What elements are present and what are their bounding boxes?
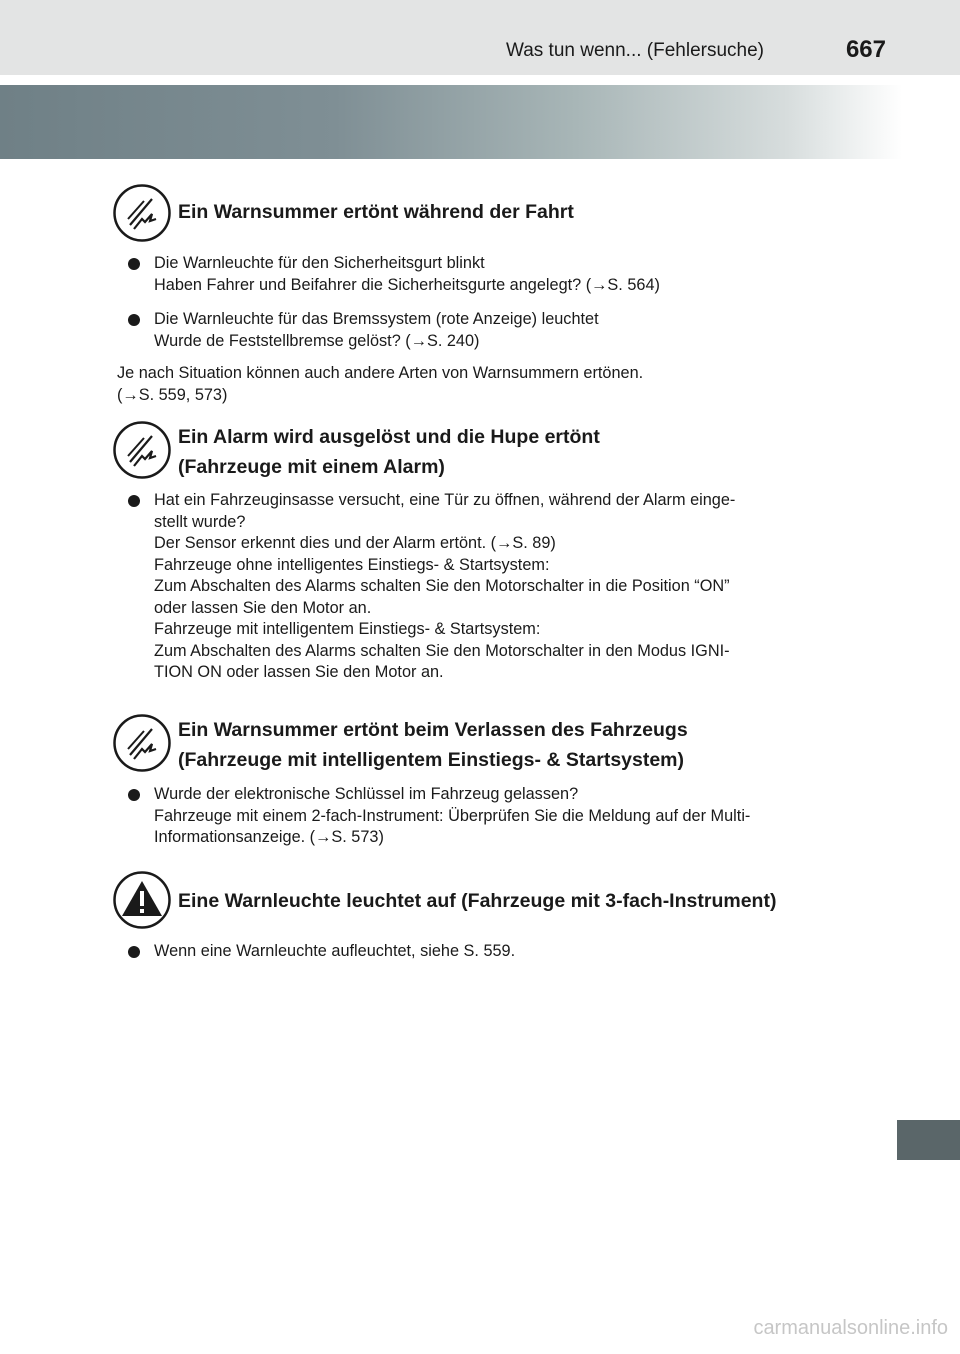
text-line: Wurde de Feststellbremse gelöst? (→S. 240)	[154, 331, 480, 350]
text-line: TION ON oder lassen Sie den Motor an.	[154, 663, 444, 681]
header-section-title: Was tun wenn... (Fehlersuche)	[505, 40, 764, 61]
heading-line: Ein Warnsummer ertönt beim Verlassen des Fahrzeugs	[178, 719, 688, 741]
text-line: Informationsanzeige. (→S. 573)	[154, 828, 384, 846]
text-line: oder lassen Sie den Motor an.	[154, 598, 372, 617]
text-line: Der Sensor erkennt dies und der Alarm ertönt. (→S. 89)	[154, 534, 556, 552]
text-line: (→S. 559, 573)	[117, 385, 228, 404]
note-text	[117, 363, 857, 406]
heading-line: Ein Alarm wird ausgelöst und die Hupe ertönt	[178, 426, 600, 448]
text-line: Fahrzeuge mit einem 2-fach-Instrument: Überprüfen Sie die Meldung auf der Multi-	[154, 806, 751, 825]
text-line: Zum Abschalten des Alarms schalten Sie den Motorschalter in die Position “ON”	[154, 577, 730, 595]
heading-line: (Fahrzeuge mit einem Alarm)	[178, 456, 445, 478]
text-line: Fahrzeuge ohne intelligentes Einstiegs- & Startsystem:	[154, 555, 550, 574]
text-line: Die Warnleuchte für den Sicherheitsgurt blinkt	[154, 254, 485, 272]
electric-hazard-icon	[112, 183, 172, 243]
text-line: Je nach Situation können auch andere Arten von Warnsummern ertönen.	[117, 364, 644, 382]
bullet-icon	[128, 946, 140, 958]
text-line: Haben Fahrer und Beifahrer die Sicherheitsgurte angelegt? (→S. 564)	[154, 275, 660, 294]
bullet-icon	[128, 314, 140, 326]
chapter-tab-marker	[897, 1120, 960, 1160]
electric-hazard-icon	[112, 713, 172, 773]
bullet-text	[154, 253, 855, 296]
bullet-text	[154, 309, 855, 352]
bullet-icon	[128, 258, 140, 270]
heading-line: Eine Warnleuchte leuchtet auf (Fahrzeuge mit 3-fach-Instrument)	[178, 890, 777, 912]
text-line: Hat ein Fahrzeuginsasse versucht, eine Tür zu öffnen, während der Alarm einge-	[154, 491, 736, 509]
header-band	[0, 0, 960, 75]
text-line: Wurde der elektronische Schlüssel im Fahrzeug gelassen?	[154, 785, 579, 803]
bullet-icon	[128, 495, 140, 507]
heading-line: Ein Warnsummer ertönt während der Fahrt	[178, 201, 574, 223]
watermark: carmanualsonline.info	[753, 1317, 948, 1339]
text-line: Fahrzeuge mit intelligentem Einstiegs- & Startsystem:	[154, 620, 541, 638]
electric-hazard-icon	[112, 420, 172, 480]
text-line: stellt wurde?	[154, 512, 246, 531]
section-heading	[178, 422, 600, 482]
bullet-text	[154, 784, 855, 849]
text-line: Die Warnleuchte für das Bremssystem (rote Anzeige) leuchtet	[154, 310, 599, 328]
page-number: 667	[845, 36, 886, 63]
bullet-text	[154, 941, 855, 963]
section-heading	[178, 197, 574, 227]
heading-line: (Fahrzeuge mit intelligentem Einstiegs- & Startsystem)	[178, 749, 685, 771]
warning-triangle-icon	[112, 870, 172, 930]
bullet-icon	[128, 789, 140, 801]
bullet-text	[154, 490, 855, 684]
text-line: Zum Abschalten des Alarms schalten Sie den Motorschalter in den Modus IGNI-	[154, 641, 730, 660]
chapter-banner	[0, 85, 960, 159]
section-heading	[178, 886, 776, 916]
section-heading	[178, 715, 688, 775]
text-line: Wenn eine Warnleuchte aufleuchtet, siehe S. 559.	[154, 942, 516, 960]
